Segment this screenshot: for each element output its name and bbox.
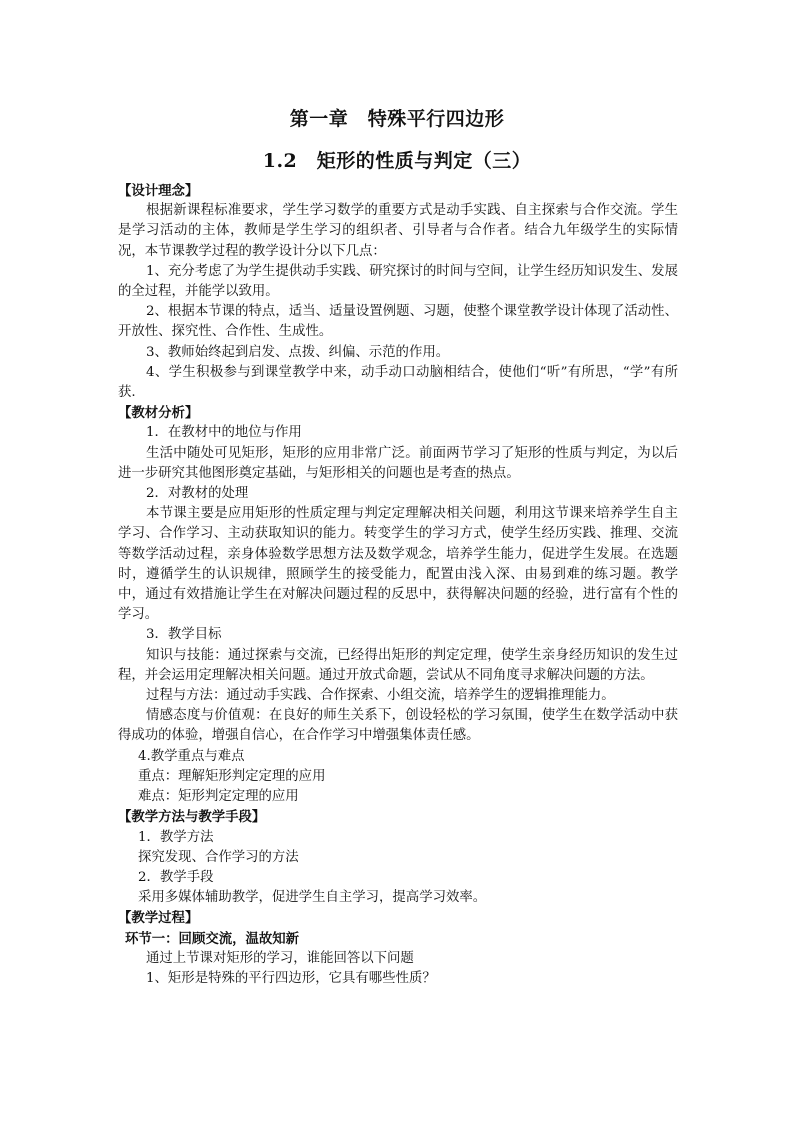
chapter-title: 第一章 特殊平行四边形 [289,108,505,130]
paragraph: 2、根据本节课的特点，适当、适量设置例题、习题，使整个课堂教学设计体现了活动性、开放性、探究性、合作性、生成性。 [118,304,678,340]
heading-design-concept: 【设计理念】 [118,183,199,199]
paragraph: 3、教师始终起到启发、点拨、纠偏、示范的作用。 [146,344,450,360]
heading-teaching-process: 【教学过程】 [118,910,199,927]
section-title: 1.2 矩形的性质与判定（三） [262,150,532,172]
paragraph: 采用多媒体辅助教学，促进学生自主学习，提高学习效率。 [138,890,487,906]
paragraph: 1．在教材中的地位与作用 [146,425,302,441]
paragraph: 4、学生积极参与到课堂教学中来，动手动口动脑相结合，使他们“听”有所思，“学”有所获. [118,364,678,401]
step-heading: 环节一：回顾交流，温故知新 [125,930,300,947]
paragraph: 1、充分考虑了为学生提供动手实践、研究探讨的时间与空间，让学生经历知识发生、发展的全过程，并能学以致用。 [118,263,678,300]
paragraph: 重点：理解矩形判定定理的应用 [138,768,326,784]
paragraph: 过程与方法：通过动手实践、合作探索、小组交流，培养学生的逻辑推理能力。 [146,688,615,704]
paragraph: 难点：矩形判定定理的应用 [138,789,299,805]
document-body [118,181,678,989]
paragraph: 3．教学目标 [146,627,222,643]
paragraph: 1．教学方法 [138,829,214,845]
heading-textbook-analysis: 【教材分析】 [118,405,199,422]
paragraph: 情感态度与价值观：在良好的师生关系下，创设轻松的学习氛围，使学生在数学活动中获得成功的体验，增强自信心，在合作学习中增强集体责任感。 [118,708,678,744]
paragraph: 知识与技能：通过探索与交流，已经得出矩形的判定定理，使学生亲身经历知识的发生过程，并会运用定理解决相关问题。通过开放式命题，尝试从不同角度寻求解决问题的方法。 [118,647,678,683]
heading-teaching-methods: 【教学方法与教学手段】 [118,809,266,826]
paragraph: 2．对教材的处理 [146,486,249,502]
paragraph: 1、矩形是特殊的平行四边形，它具有哪些性质？ [146,970,436,986]
paragraph: 本节课主要是应用矩形的性质定理与判定定理解决相关问题，利用这节课来培养学生自主学习、合作学习、主动获取知识的能力。转变学生的学习方式，使学生经历实践、推理、交流等数学活动过程，亲身体验数学思想方法及数学观念，培养学生能力，促进学生发展。在选题时，遵循学生的认识规律，照顾学生的接受能力，配置由浅入深、由易到难的练习题。教学中，通过有效措施让学生在对解决问题过程的反思中，获得解决问题的经验，进行富有个性的学习。 [118,506,678,623]
paragraph: 通过上节课对矩形的学习，谁能回答以下问题 [146,950,414,966]
paragraph: 4.教学重点与难点 [138,748,245,764]
paragraph: 生活中随处可见矩形，矩形的应用非常广泛。前面两节学习了矩形的性质与判定，为以后进一步研究其他图形奠定基础，与矩形相关的问题也是考查的热点。 [118,445,678,481]
paragraph: 2．教学手段 [138,869,214,885]
paragraph: 根据新课程标准要求，学生学习数学的重要方式是动手实践、自主探索与合作交流。学生是学习活动的主体，教师是学生学习的组织者、引导者与合作者。结合九年级学生的实际情况，本节课教学过程的教学设计分以下几点： [118,203,678,259]
paragraph: 探究发现、合作学习的方法 [138,849,299,865]
